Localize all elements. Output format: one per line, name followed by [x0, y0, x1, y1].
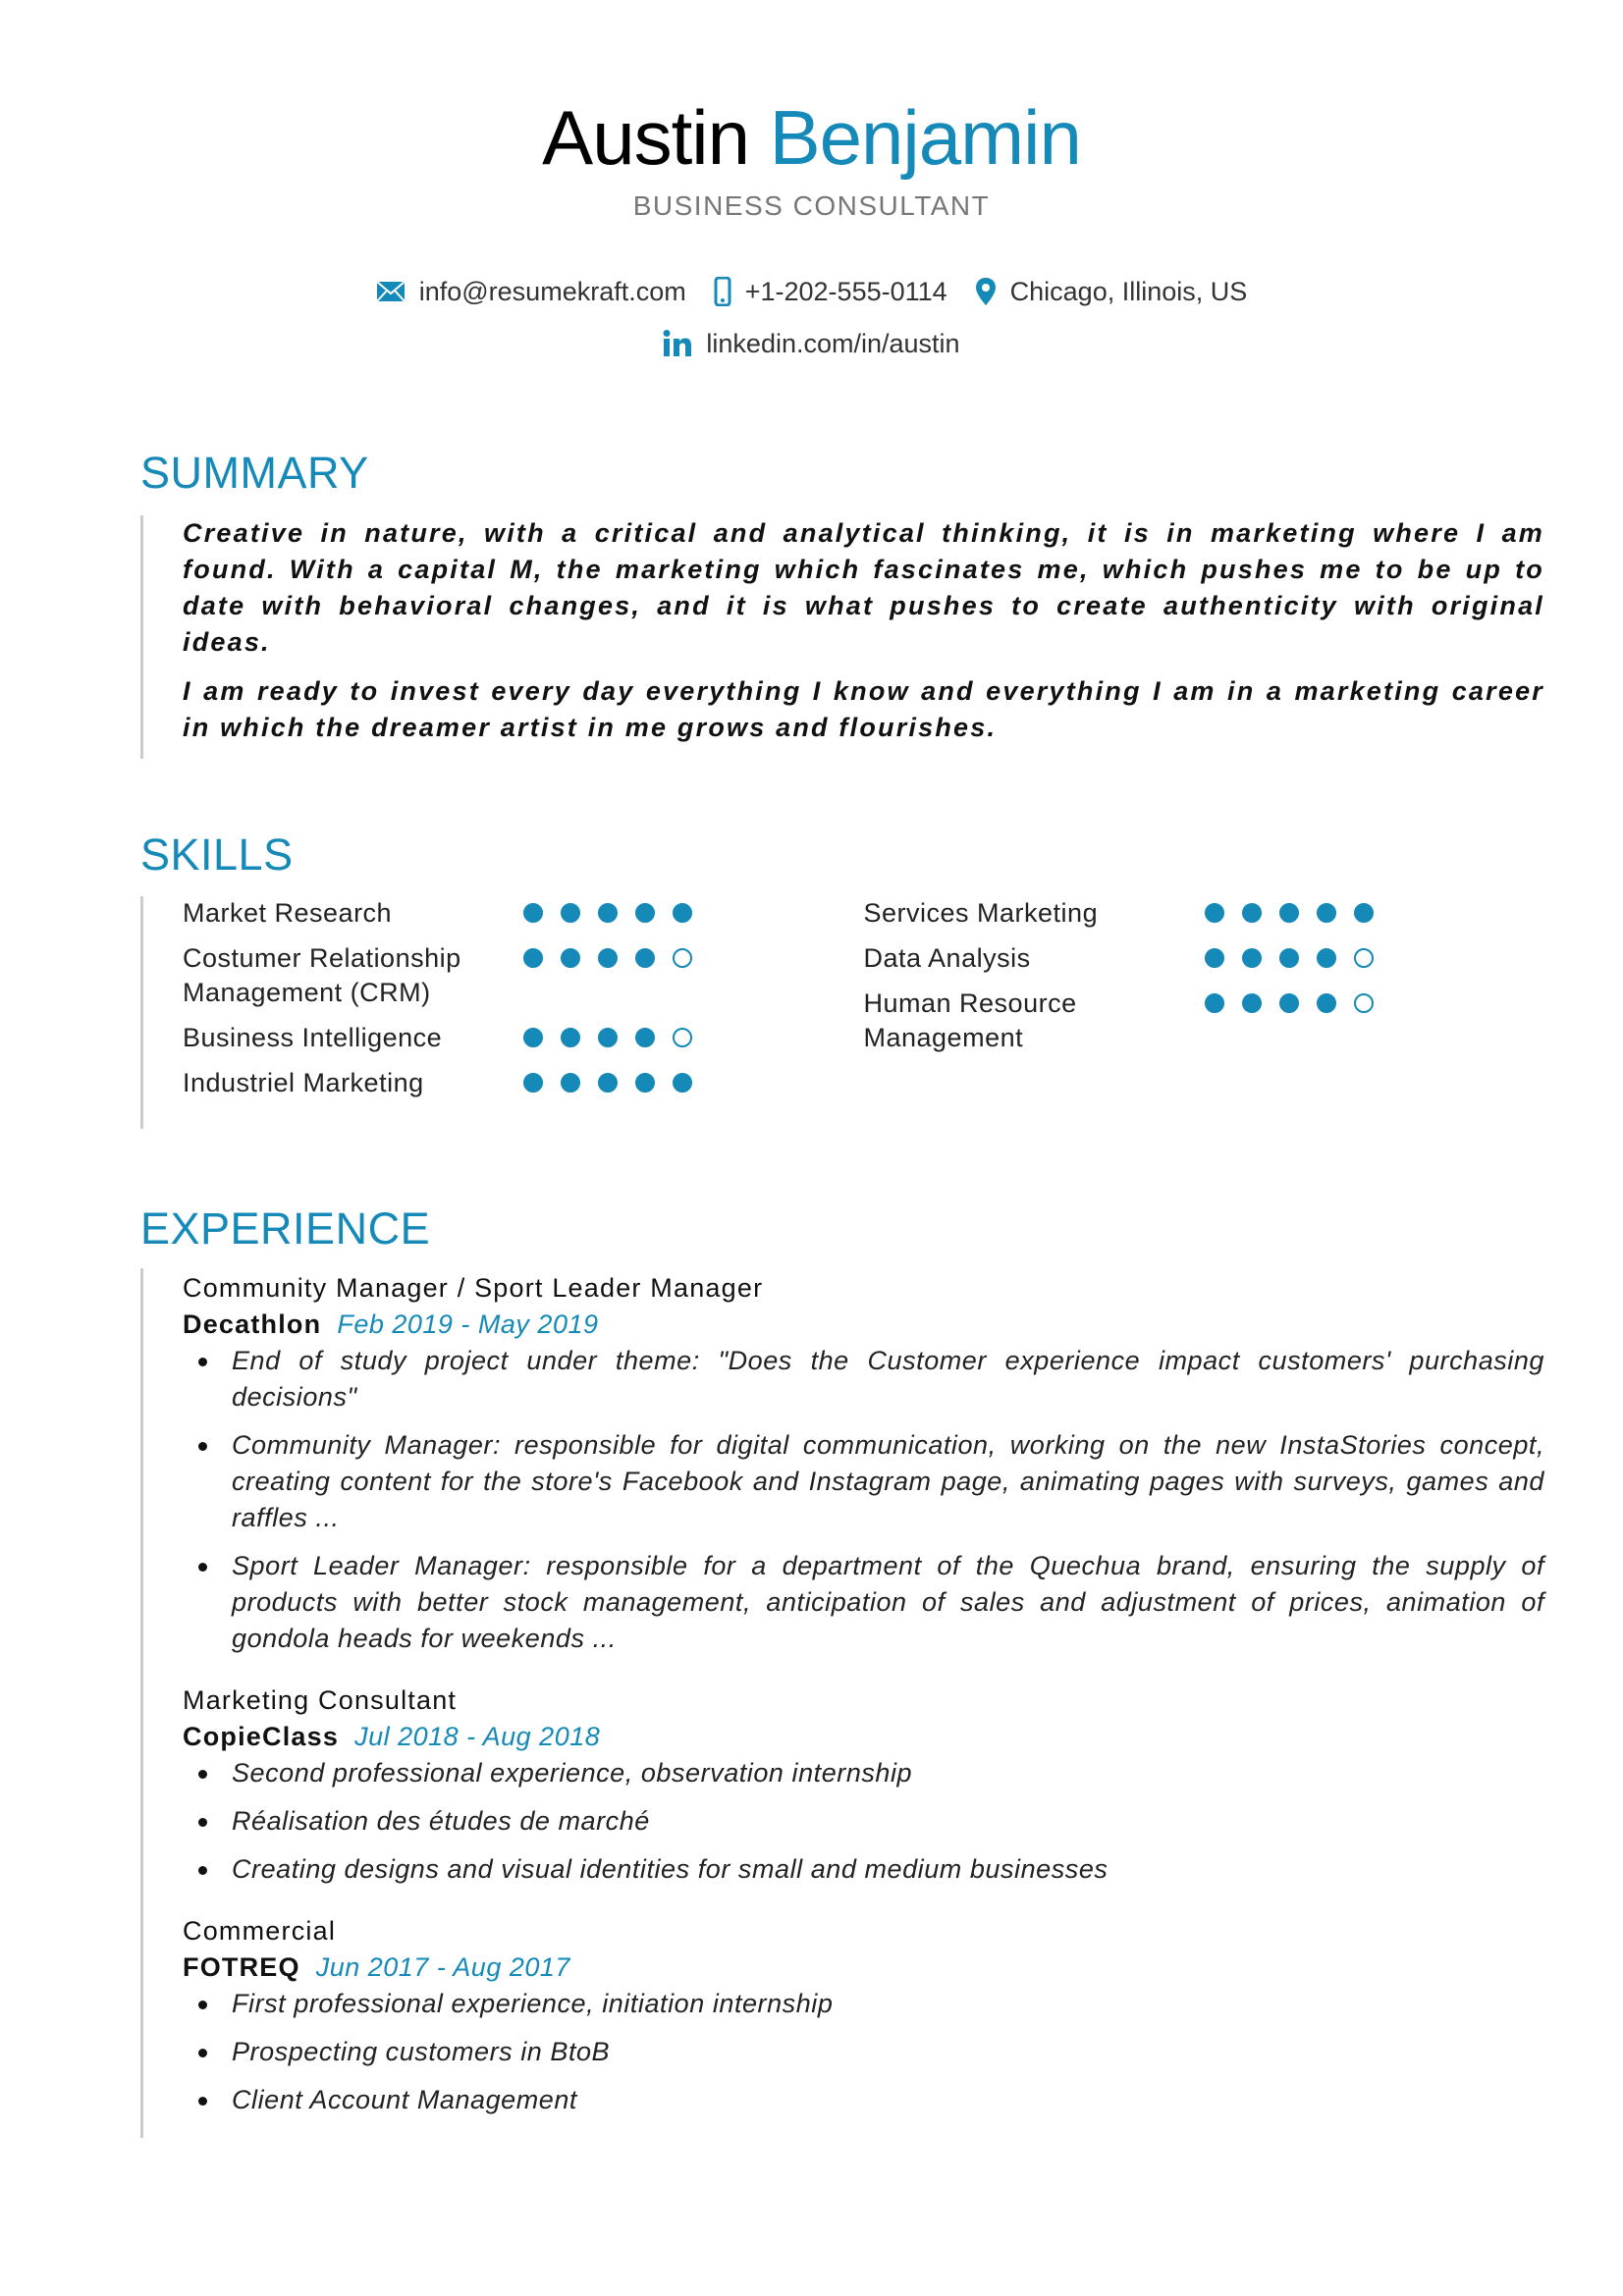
rating-dot-filled — [1279, 948, 1299, 968]
email-text: info@resumekraft.com — [418, 277, 686, 306]
skills-column-left — [183, 896, 864, 1129]
bullet-text: Client Account Management — [232, 2085, 577, 2114]
rating-dot-filled — [561, 1028, 580, 1047]
rating-dot-filled — [523, 1073, 543, 1093]
skill-row — [864, 987, 1545, 1055]
job-bullets — [183, 1343, 1544, 1657]
skill-row — [864, 896, 1545, 931]
job-role: Marketing Consultant — [183, 1685, 458, 1715]
rating-dot-filled — [523, 1028, 543, 1047]
linkedin-text: linkedin.com/in/austin — [706, 329, 960, 358]
skill-rating — [523, 941, 710, 1010]
rating-dot-filled — [673, 903, 692, 923]
rating-dot-filled — [1354, 903, 1374, 923]
rating-dot-filled — [635, 1028, 655, 1047]
bullet-text: First professional experience, initiation internship — [232, 1989, 834, 2018]
job-bullet — [183, 1755, 1544, 1791]
job-bullet — [183, 1343, 1544, 1415]
bullet-icon — [198, 1563, 207, 1572]
skill-rating — [523, 1066, 710, 1100]
skill-name: Costumer Relationship Management (CRM) — [183, 943, 461, 1007]
job-role: Commercial — [183, 1916, 337, 1946]
job-dates: Feb 2019 - May 2019 — [337, 1309, 599, 1339]
rating-dot-filled — [1242, 948, 1262, 968]
bullet-icon — [198, 1442, 207, 1451]
skills-section — [140, 896, 1544, 1129]
bullet-icon — [198, 2097, 207, 2106]
job-bullets — [183, 1755, 1544, 1888]
rating-dot-empty — [673, 948, 692, 968]
rating-dot-filled — [1242, 993, 1262, 1013]
rating-dot-filled — [1205, 993, 1224, 1013]
rating-dot-filled — [1242, 903, 1262, 923]
summary-paragraph: Creative in nature, with a critical and analytical thinking, it is in marketing where I am found. With a capital M, the marketing which fascinates me, which pushes me to be up to date with behavioral changes, and it is what pushes to create authenticity with original ideas. — [183, 518, 1544, 657]
rating-dot-filled — [673, 1073, 692, 1093]
job-bullet — [183, 1803, 1544, 1840]
bullet-icon — [198, 2001, 207, 2009]
bullet-icon — [198, 1866, 207, 1875]
skill-row — [183, 1021, 864, 1055]
job-bullets — [183, 1986, 1544, 2118]
bullet-text: Sport Leader Manager: responsible for a department of the Quechua brand, ensuring the supply of products with better stock management, anticipation of sales and adjustment of prices, animation of gondola heads for weekends ... — [232, 1551, 1544, 1653]
rating-dot-empty — [1354, 993, 1374, 1013]
bullet-icon — [198, 1818, 207, 1827]
rating-dot-filled — [598, 1073, 618, 1093]
job-bullet — [183, 1427, 1544, 1536]
rating-dot-filled — [1317, 948, 1336, 968]
summary-section — [140, 515, 1544, 759]
job-company-line — [183, 1949, 1544, 1986]
last-name: Benjamin — [769, 94, 1081, 181]
skill-rating — [1205, 896, 1391, 931]
job-company-line — [183, 1719, 1544, 1755]
job-bullet — [183, 2082, 1544, 2118]
experience-heading: EXPERIENCE — [140, 1203, 431, 1254]
skill-rating — [523, 1021, 710, 1055]
bullet-text: Réalisation des études de marché — [232, 1806, 650, 1836]
skill-name: Market Research — [183, 898, 393, 928]
job-title: BUSINESS CONSULTANT — [632, 190, 991, 221]
linkedin-icon — [663, 330, 692, 357]
company-name: CopieClass — [183, 1722, 340, 1751]
rating-dot-filled — [598, 948, 618, 968]
skill-row — [183, 1066, 864, 1100]
rating-dot-filled — [1205, 903, 1224, 923]
rating-dot-filled — [1317, 903, 1336, 923]
job-role: Community Manager / Sport Leader Manager — [183, 1273, 764, 1303]
rating-dot-empty — [673, 1028, 692, 1047]
skill-name: Industriel Marketing — [183, 1068, 424, 1097]
job-bullet — [183, 2034, 1544, 2070]
contact-location — [975, 274, 1248, 309]
skill-row — [864, 941, 1545, 976]
contact-row-2 — [0, 326, 1623, 361]
map-pin-icon — [975, 277, 997, 306]
skill-rating — [1205, 987, 1391, 1055]
bullet-icon — [198, 2049, 207, 2057]
job-dates: Jun 2017 - Aug 2017 — [315, 1952, 570, 1982]
bullet-text: Prospecting customers in BtoB — [232, 2037, 611, 2066]
contact-phone[interactable] — [714, 274, 947, 309]
rating-dot-filled — [523, 903, 543, 923]
rating-dot-filled — [1279, 993, 1299, 1013]
contact-email[interactable] — [376, 274, 686, 309]
skill-row — [183, 896, 864, 931]
skill-name: Services Marketing — [863, 898, 1099, 928]
job-bullet — [183, 1851, 1544, 1888]
rating-dot-filled — [635, 903, 655, 923]
phone-text: +1-202-555-0114 — [744, 277, 947, 306]
rating-dot-filled — [561, 903, 580, 923]
summary-heading: SUMMARY — [140, 448, 369, 498]
bullet-text: Creating designs and visual identities for small and medium businesses — [232, 1854, 1109, 1884]
rating-dot-filled — [635, 948, 655, 968]
job-company-line — [183, 1307, 1544, 1343]
bullet-text: Second professional experience, observation internship — [232, 1758, 913, 1788]
summary-paragraph: I am ready to invest every day everything I know and everything I am in a marketing career in which the dreamer artist in me grows and flourishes. — [183, 676, 1544, 742]
envelope-icon — [376, 281, 406, 302]
skill-name: Data Analysis — [863, 943, 1031, 973]
job-bullet — [183, 1986, 1544, 2022]
skill-name: Business Intelligence — [183, 1023, 443, 1052]
job-bullet — [183, 1548, 1544, 1657]
rating-dot-filled — [598, 1028, 618, 1047]
contact-row — [0, 274, 1623, 309]
first-name: Austin — [542, 94, 749, 181]
skill-rating — [1205, 941, 1391, 976]
rating-dot-filled — [523, 948, 543, 968]
bullet-icon — [198, 1770, 207, 1779]
company-name: FOTREQ — [183, 1952, 300, 1982]
skill-rating — [523, 896, 710, 931]
bullet-icon — [198, 1358, 207, 1366]
rating-dot-filled — [1205, 948, 1224, 968]
rating-dot-filled — [635, 1073, 655, 1093]
bullet-text: Community Manager: responsible for digital communication, working on the new InstaStories concept, creating content for the store's Facebook and Instagram page, animating pages with surveys, games and raffles ... — [232, 1430, 1544, 1532]
rating-dot-filled — [561, 948, 580, 968]
location-text: Chicago, Illinois, US — [1009, 277, 1248, 306]
rating-dot-filled — [561, 1073, 580, 1093]
experience-section — [140, 1268, 1544, 2138]
phone-icon — [714, 277, 731, 306]
rating-dot-filled — [598, 903, 618, 923]
contact-linkedin[interactable] — [663, 326, 959, 361]
rating-dot-empty — [1354, 948, 1374, 968]
bullet-text: End of study project under theme: "Does the Customer experience impact customers' purchasing decisions" — [232, 1346, 1544, 1412]
job-entry — [183, 1913, 1544, 2118]
skills-column-right — [864, 896, 1545, 1129]
rating-dot-filled — [1279, 903, 1299, 923]
company-name: Decathlon — [183, 1309, 322, 1339]
job-entry — [183, 1682, 1544, 1888]
skill-name: Human Resource Management — [863, 988, 1077, 1052]
job-entry — [183, 1270, 1544, 1657]
skills-heading: SKILLS — [140, 829, 294, 880]
job-dates: Jul 2018 - Aug 2018 — [354, 1722, 601, 1751]
candidate-name — [0, 90, 1623, 185]
skill-row — [183, 941, 864, 1010]
rating-dot-filled — [1317, 993, 1336, 1013]
